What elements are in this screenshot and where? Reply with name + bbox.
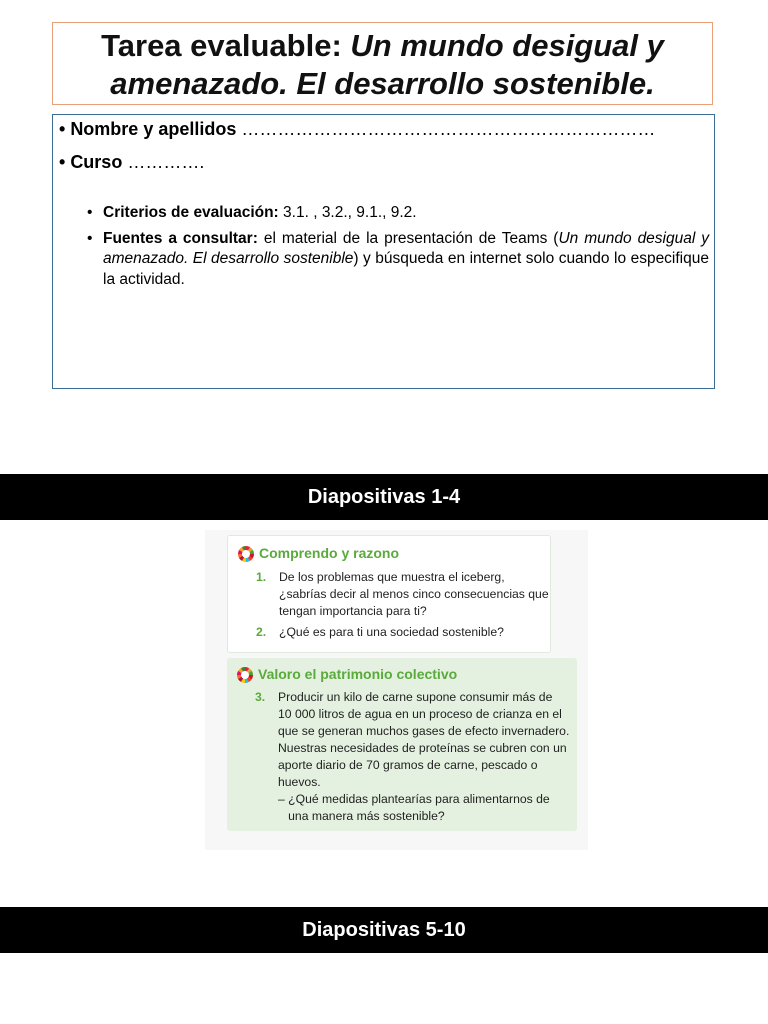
q3-line: 10 000 litros de agua en un proceso de crianza en el	[278, 707, 562, 721]
title-italic-2: amenazado. El desarrollo sostenible.	[110, 66, 655, 101]
sources-text-2: ) y búsqueda en internet solo cuando lo especifique la actividad.	[103, 250, 709, 288]
criteria-value: 3.1. , 3.2., 9.1., 9.2.	[278, 204, 417, 221]
title-plain: Tarea evaluable:	[101, 28, 351, 63]
details-list	[87, 203, 709, 295]
question-number: 1.	[256, 570, 267, 584]
page-title	[53, 23, 712, 103]
bullet-icon: •	[87, 229, 93, 247]
criteria-label: Criterios de evaluación:	[103, 204, 279, 221]
title-box	[52, 22, 713, 105]
q3-subquestion-line: una manera más sostenible?	[278, 809, 445, 823]
title-italic-1: Un mundo desigual y	[350, 28, 664, 63]
q1-line: tengan importancia para ti?	[279, 604, 427, 618]
course-field-line	[59, 151, 204, 173]
sources-label: Fuentes a consultar:	[103, 229, 258, 247]
q3-subquestion-line: – ¿Qué medidas plantearías para alimentarnos de	[278, 792, 550, 806]
question-3	[255, 689, 569, 825]
section-header-2: Diapositivas 5-10	[0, 907, 768, 953]
sources-text-1: el material de la presentación de Teams (	[257, 229, 559, 247]
card2-title: Valoro el patrimonio colectivo	[258, 666, 458, 682]
card-comprendo	[227, 535, 551, 653]
textbook-excerpt	[205, 530, 588, 850]
question-1	[256, 569, 549, 620]
course-dots: ………….	[127, 152, 205, 172]
name-field-line	[59, 118, 655, 140]
q3-line: Producir un kilo de carne supone consumir más de	[278, 690, 553, 704]
bullet-icon: •	[87, 204, 93, 221]
q2-text: ¿Qué es para ti una sociedad sostenible?	[279, 625, 504, 639]
sdg-wheel-icon	[238, 546, 254, 562]
question-2	[256, 624, 504, 641]
sources-item	[87, 229, 709, 291]
criteria-item	[87, 203, 709, 224]
name-dots: ……………………………………………………………	[241, 119, 656, 139]
sources-italic: Un mundo desigual y amenazado. El desarrollo sostenible	[103, 229, 709, 267]
section-header-1: Diapositivas 1-4	[0, 474, 768, 520]
q1-line: De los problemas que muestra el iceberg,	[279, 570, 505, 584]
bullet-icon: •	[59, 152, 71, 172]
question-number: 2.	[256, 625, 267, 639]
question-number: 3.	[255, 690, 266, 704]
card-valoro	[227, 658, 577, 831]
q3-line: que se generan muchos gases de efecto invernadero.	[278, 724, 570, 738]
q3-line: aporte diario de 70 gramos de carne, pescado o	[278, 758, 538, 772]
q3-line: huevos.	[278, 775, 321, 789]
q3-line: Nuestras necesidades de proteínas se cubren con un	[278, 741, 567, 755]
student-info-box	[52, 114, 715, 389]
bullet-icon: •	[59, 119, 71, 139]
course-label: Curso	[70, 152, 123, 172]
sdg-wheel-icon	[237, 667, 253, 683]
name-label: Nombre y apellidos	[70, 119, 237, 139]
card1-title: Comprendo y razono	[259, 545, 400, 561]
q1-line: ¿sabrías decir al menos cinco consecuencias que	[279, 587, 549, 601]
